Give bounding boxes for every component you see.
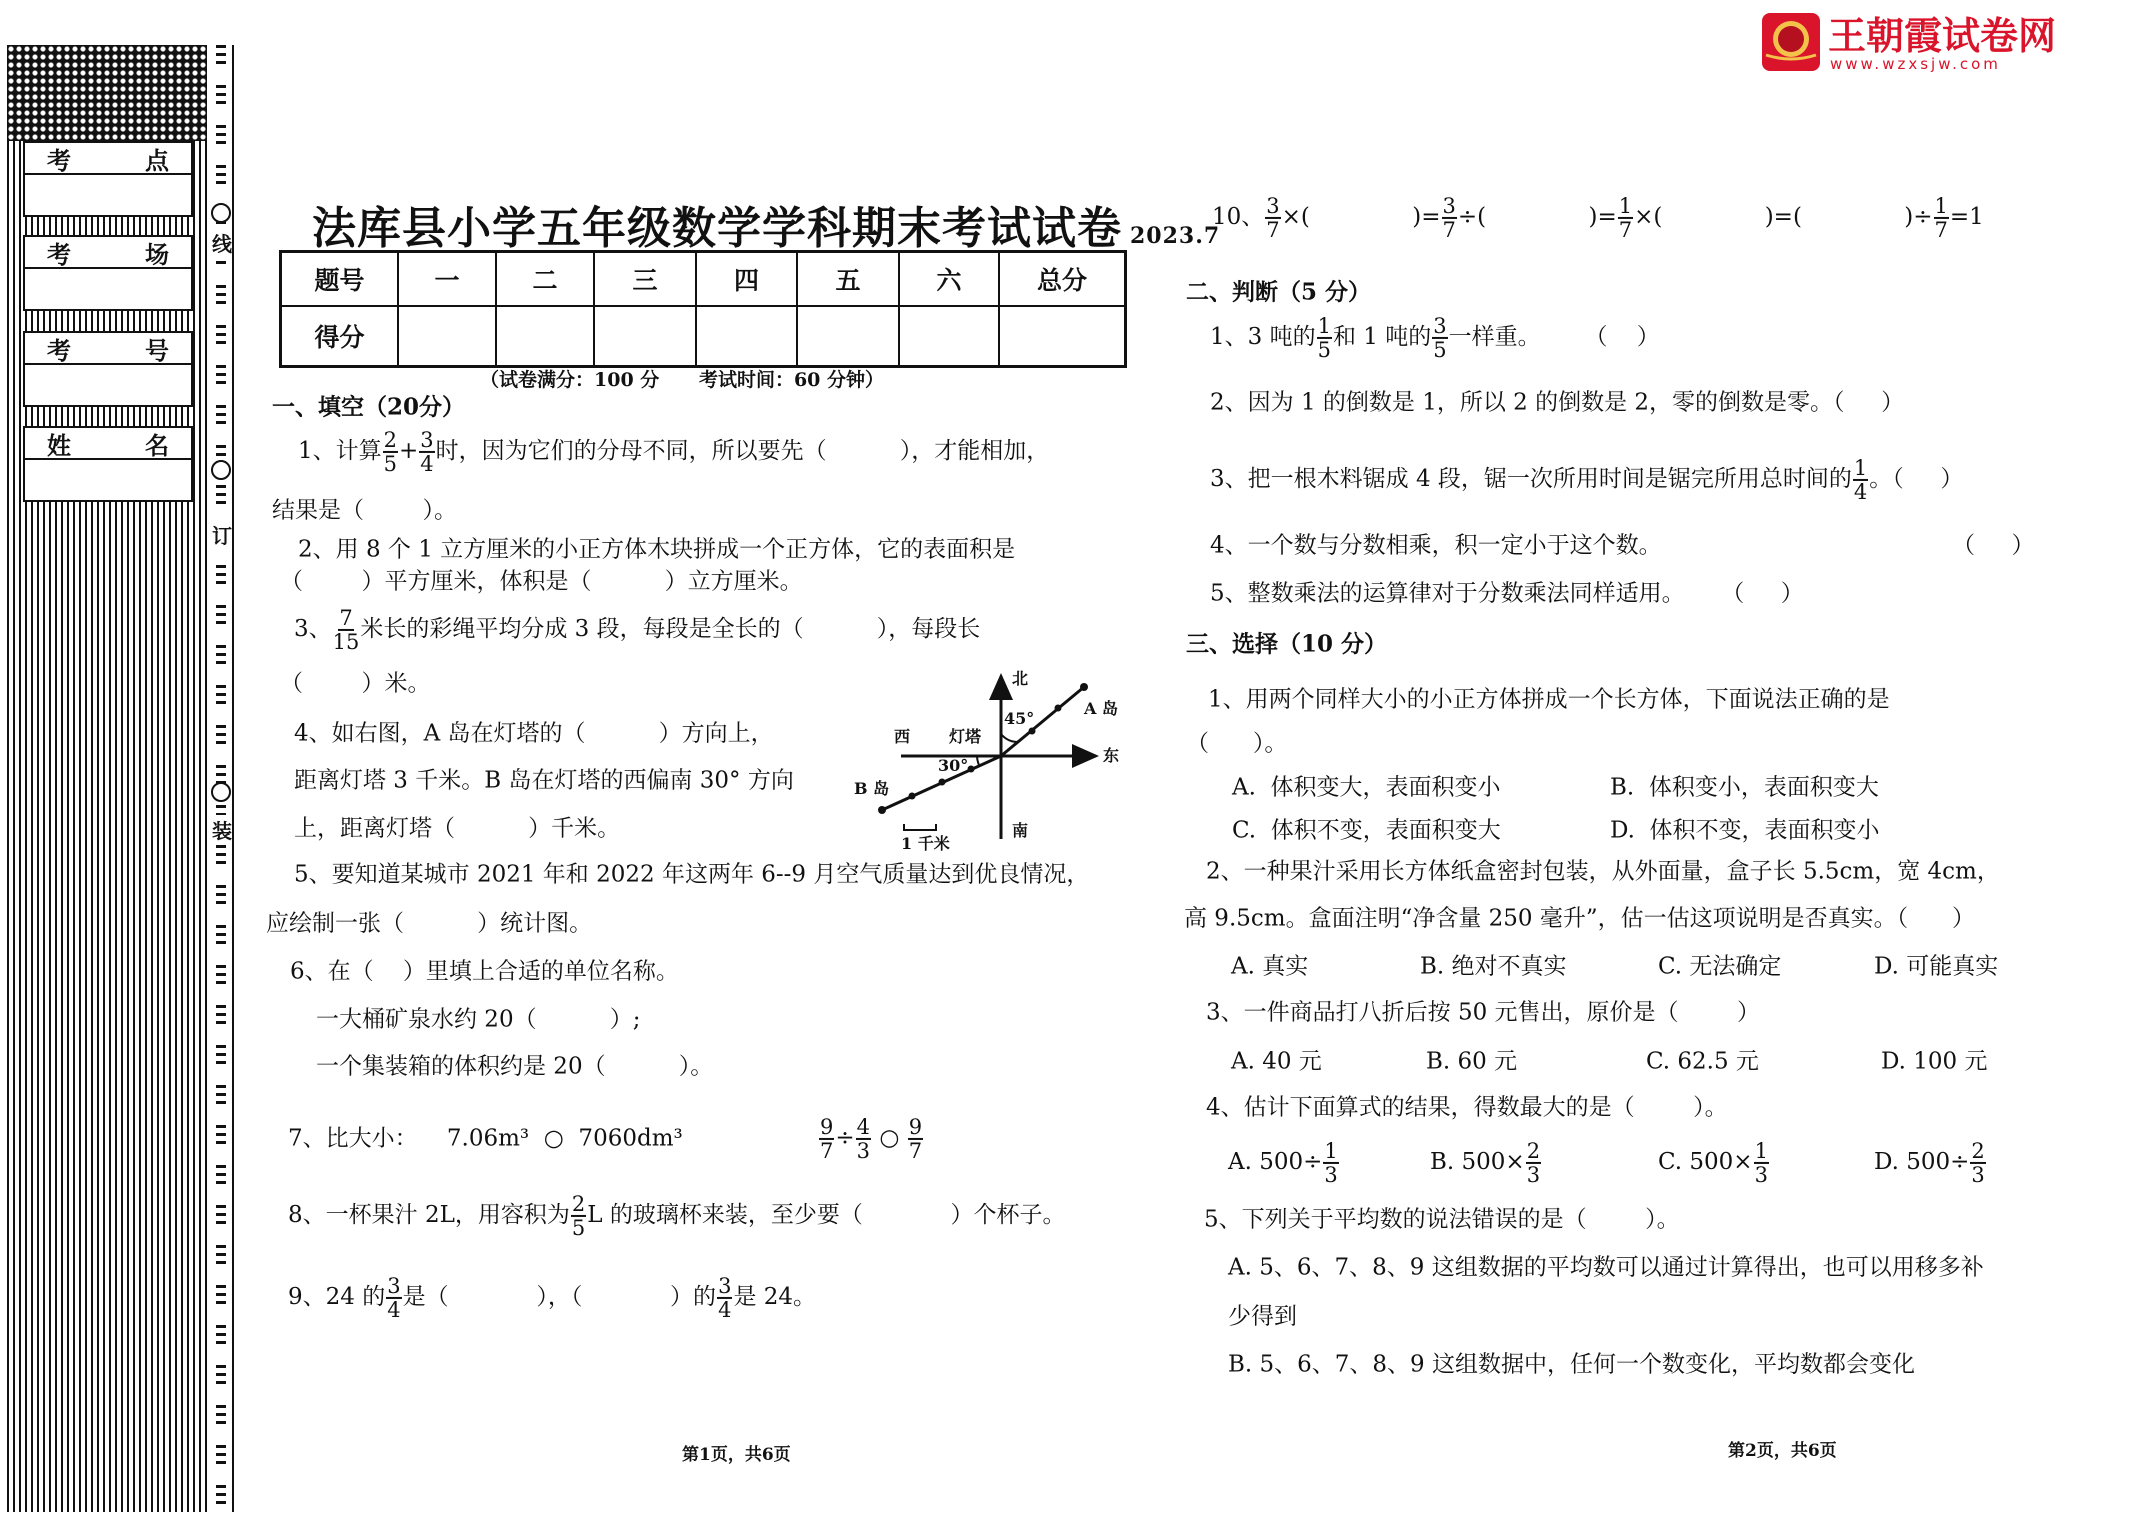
text: 和 1 吨的 — [1332, 324, 1432, 350]
fraction — [1970, 1140, 1985, 1186]
text: =1 — [1949, 204, 1984, 230]
question-line — [1212, 195, 1984, 241]
text: 3、 — [294, 616, 332, 642]
header-cell: 四 — [696, 252, 797, 307]
numerator: 1 — [1934, 193, 1948, 218]
text: 。（ ） — [1869, 466, 1964, 492]
text: ○ — [872, 1125, 907, 1151]
question-line — [1952, 532, 2035, 559]
row-label: 得分 — [281, 306, 399, 367]
question-line — [316, 1006, 641, 1033]
fraction — [717, 1275, 732, 1321]
label-island-a: A 岛 — [1084, 699, 1118, 718]
numerator: 1 — [1853, 455, 1868, 480]
denominator: 7 — [1618, 218, 1633, 242]
text: 上，距离灯塔（ ）千米。 — [294, 815, 621, 842]
text: ×( )= — [1281, 204, 1441, 230]
option — [1426, 1048, 1518, 1075]
fraction — [419, 429, 434, 475]
text: 少得到 — [1228, 1303, 1297, 1330]
option — [1610, 774, 1879, 801]
binding-hole-icon — [211, 203, 231, 223]
text: 3、把一根木料锯成 4 段，锯一次所用时间是锯完所用总时间的 — [1210, 466, 1852, 492]
sidebar-pattern — [7, 45, 207, 141]
denominator: 5 — [571, 1216, 586, 1240]
text: ÷ — [835, 1125, 855, 1151]
text: 4、估计下面算式的结果，得数最大的是（ ）。 — [1206, 1094, 1728, 1121]
text: 是 24。 — [733, 1284, 817, 1310]
label-angle-45: 45° — [1004, 709, 1035, 728]
text: 2、一种果汁采用长方体纸盒密封包装，从外面量，盒子长 5.5cm，宽 4cm， — [1206, 858, 2000, 885]
text: A. 真实 — [1231, 953, 1309, 980]
label: 点 — [145, 145, 169, 175]
option — [1658, 953, 1782, 980]
numerator: 3 — [1266, 193, 1280, 218]
fraction — [1853, 457, 1868, 503]
section-heading: 二、判断（5 分） — [1186, 278, 1372, 306]
text: （ ） — [1952, 532, 2035, 559]
numerator: 7 — [339, 605, 353, 630]
fraction — [383, 429, 398, 475]
text: D. 可能真实 — [1874, 953, 1999, 980]
option — [1610, 817, 1880, 844]
fraction — [1754, 1140, 1769, 1186]
binding-hole-icon — [211, 460, 231, 480]
text: 8、一杯果汁 2L，用容积为 — [288, 1202, 570, 1228]
numerator: 9 — [908, 1114, 923, 1139]
question-line — [1210, 389, 1905, 416]
binding-mark: 订 — [212, 520, 232, 549]
fraction — [1432, 315, 1447, 361]
question-line — [1206, 858, 2000, 885]
text: ÷( )= — [1457, 204, 1617, 230]
page-title — [312, 192, 1220, 256]
label-west: 西 — [894, 727, 911, 746]
numerator: 2 — [1971, 1138, 1985, 1163]
text: 高 9.5cm。盒面注明“净含量 250 毫升”，估一估这项说明是否真实。（ ） — [1184, 905, 1975, 932]
text: C. 62.5 元 — [1646, 1048, 1759, 1075]
denominator: 15 — [332, 630, 360, 654]
label-east: 东 — [1103, 746, 1120, 765]
label: 号 — [145, 335, 169, 365]
question-line — [288, 1193, 1066, 1239]
numerator: 1 — [1754, 1138, 1768, 1163]
denominator: 5 — [1317, 338, 1331, 362]
numerator: 3 — [420, 427, 434, 452]
compass-diagram — [846, 664, 1126, 854]
text: D. 500÷ — [1874, 1149, 1970, 1175]
text: D. 体积不变，表面积变小 — [1610, 817, 1880, 844]
question-line — [1186, 730, 1288, 757]
text: C. 体积不变，表面积变大 — [1232, 817, 1501, 844]
text: 米长的彩绳平均分成 3 段，每段是全长的（ ），每段长 — [360, 616, 981, 642]
score-table — [279, 250, 1127, 368]
text: （ ）。 — [1186, 730, 1288, 757]
fraction — [1323, 1140, 1338, 1186]
fraction — [856, 1116, 871, 1162]
binding-sidebar — [7, 45, 207, 1512]
text: L 的玻璃杯来装，至少要（ ）个杯子。 — [587, 1202, 1066, 1228]
section-heading: 一、填空（20分） — [272, 393, 466, 421]
question-line — [290, 958, 679, 985]
question-line — [818, 1116, 924, 1162]
question-line — [1206, 1094, 1728, 1121]
question-line — [316, 1053, 714, 1080]
question-line — [1204, 1206, 1680, 1233]
text: 距离灯塔 3 千米。B 岛在灯塔的西偏南 30° 方向 — [294, 767, 794, 794]
fraction — [819, 1116, 834, 1162]
question-line — [272, 497, 457, 524]
option — [1228, 1303, 1297, 1330]
header-cell: 五 — [797, 252, 899, 307]
question-line — [288, 1125, 683, 1152]
question-line — [294, 861, 1090, 888]
title-date: 2023.7 — [1130, 223, 1221, 249]
text: 10、 — [1212, 204, 1265, 230]
text: 5、整数乘法的运算律对于分数乘法同样适用。 （ ） — [1210, 580, 1804, 607]
text: D. 100 元 — [1881, 1048, 1988, 1075]
text: 7、比大小： 7.06m³ ○ 7060dm³ — [288, 1125, 683, 1152]
numerator: 1 — [1618, 193, 1633, 218]
text: + — [399, 438, 419, 464]
score-cell[interactable] — [797, 306, 899, 367]
denominator: 4 — [387, 1298, 401, 1322]
numerator: 4 — [856, 1114, 871, 1139]
denominator: 7 — [1934, 218, 1948, 242]
numerator: 3 — [387, 1273, 401, 1298]
question-line — [1206, 999, 1761, 1026]
fraction — [1934, 195, 1949, 241]
label-angle-30: 30° — [938, 756, 969, 775]
option — [1646, 1048, 1759, 1075]
logo-brand-text: 王朝霞试卷网 — [1828, 14, 2057, 58]
option — [1658, 1140, 1770, 1186]
option — [1231, 953, 1309, 980]
header-cell: 一 — [398, 252, 496, 307]
text: 1、计算 — [298, 438, 382, 464]
header-cell: 总分 — [999, 252, 1126, 307]
fraction — [908, 1116, 923, 1162]
field-exam-number[interactable] — [23, 331, 193, 407]
denominator: 4 — [718, 1298, 732, 1322]
denominator: 7 — [1442, 218, 1456, 242]
text: C. 无法确定 — [1658, 953, 1782, 980]
site-logo — [1760, 11, 2070, 73]
option — [1874, 953, 1999, 980]
option — [1874, 1140, 1987, 1186]
page-number: 第2页，共6页 — [1728, 1441, 1837, 1461]
text: A. 体积变大，表面积变小 — [1232, 774, 1501, 801]
score-cell[interactable] — [496, 306, 594, 367]
question-line — [294, 607, 980, 653]
numerator: 3 — [1442, 193, 1456, 218]
logo-url-text: www.wzxsjw.com — [1830, 55, 2001, 73]
fraction — [333, 607, 360, 653]
question-line — [298, 536, 1016, 563]
binding-mark: 装 — [212, 815, 232, 844]
option — [1881, 1048, 1988, 1075]
text: 4、如右图，A 岛在灯塔的（ ）方向上， — [294, 720, 774, 747]
question-line — [266, 910, 593, 937]
question-line — [294, 720, 774, 747]
header-cell: 二 — [496, 252, 594, 307]
option — [1420, 953, 1567, 980]
text: 1、3 吨的 — [1210, 324, 1316, 350]
text: 结果是（ ）。 — [272, 497, 457, 524]
text: 3、一件商品打八折后按 50 元售出，原价是（ ） — [1206, 999, 1761, 1026]
denominator: 7 — [1266, 218, 1280, 242]
option — [1430, 1140, 1542, 1186]
option — [1228, 1140, 1340, 1186]
text: （ ）平方厘米，体积是（ ）立方厘米。 — [280, 568, 803, 595]
fraction — [1526, 1140, 1541, 1186]
text: B. 绝对不真实 — [1420, 953, 1567, 980]
denominator: 7 — [908, 1139, 923, 1163]
field-exam-room[interactable] — [23, 235, 193, 311]
section-heading: 三、选择（10 分） — [1186, 630, 1388, 658]
text: A. 40 元 — [1231, 1048, 1322, 1075]
text: （ ）米。 — [280, 670, 431, 697]
denominator: 3 — [856, 1139, 871, 1163]
text: A. 500÷ — [1228, 1149, 1323, 1175]
numerator: 9 — [820, 1114, 834, 1139]
text: ×( )=( )÷ — [1634, 204, 1933, 230]
header-cell: 六 — [899, 252, 999, 307]
question-line — [1210, 315, 1660, 361]
text: 5、下列关于平均数的说法错误的是（ ）。 — [1204, 1206, 1680, 1233]
denominator: 3 — [1324, 1163, 1338, 1187]
score-cell[interactable] — [398, 306, 496, 367]
text: B. 体积变小，表面积变大 — [1610, 774, 1879, 801]
fraction — [1265, 195, 1280, 241]
denominator: 3 — [1971, 1163, 1985, 1187]
text: A. 5、6、7、8、9 这组数据的平均数可以通过计算得出，也可以用移多补 — [1228, 1254, 1984, 1281]
option — [1228, 1254, 1984, 1281]
score-cell[interactable] — [899, 306, 999, 367]
text: 9、24 的 — [288, 1284, 386, 1310]
option — [1231, 1048, 1322, 1075]
label-south: 南 — [1012, 821, 1029, 840]
denominator: 3 — [1526, 1163, 1541, 1187]
text: B. 5、6、7、8、9 这组数据中，任何一个数变化，平均数都会变化 — [1228, 1351, 1916, 1378]
text: 一个集装箱的体积约是 20（ ）。 — [316, 1053, 714, 1080]
label-scale: 1 千米 — [901, 834, 950, 853]
denominator: 3 — [1754, 1163, 1768, 1187]
label: 姓 — [47, 430, 71, 460]
field-exam-site[interactable] — [23, 141, 193, 217]
header-cell: 三 — [594, 252, 696, 307]
fraction — [571, 1193, 586, 1239]
text: B. 60 元 — [1426, 1048, 1518, 1075]
denominator: 4 — [1853, 480, 1868, 504]
score-cell[interactable] — [696, 306, 797, 367]
denominator: 4 — [420, 452, 434, 476]
score-row — [281, 306, 1126, 367]
question-line — [1210, 532, 1662, 559]
text: 应绘制一张（ ）统计图。 — [266, 910, 593, 937]
numerator: 1 — [1324, 1138, 1338, 1163]
text: 4、一个数与分数相乘，积一定小于这个数。 — [1210, 532, 1662, 559]
text: 1、用两个同样大小的小正方体拼成一个长方体，下面说法正确的是 — [1208, 686, 1890, 713]
header-cell: 题号 — [281, 252, 399, 307]
score-cell[interactable] — [999, 306, 1126, 367]
question-line — [1208, 686, 1890, 713]
binding-hole-icon — [211, 782, 231, 802]
fraction — [1442, 195, 1457, 241]
option — [1232, 774, 1501, 801]
label: 考 — [47, 239, 71, 269]
label: 场 — [145, 239, 169, 269]
option — [1228, 1351, 1916, 1378]
text: 一样重。 （ ） — [1448, 324, 1660, 350]
score-header-row — [281, 252, 1126, 307]
question-line — [288, 1275, 816, 1321]
text: 时，因为它们的分母不同，所以要先（ ），才能相加， — [435, 438, 1050, 464]
numerator: 3 — [1433, 313, 1447, 338]
text: 6、在（ ）里填上合适的单位名称。 — [290, 958, 679, 985]
title-main: 法库县小学五年级数学学科期末考试试卷 — [312, 203, 1122, 254]
fraction — [386, 1275, 401, 1321]
binding-mark: 线 — [212, 228, 232, 257]
label-island-b: B 岛 — [854, 779, 890, 798]
label-north: 北 — [1012, 669, 1029, 688]
text: 2、因为 1 的倒数是 1，所以 2 的倒数是 2，零的倒数是零。（ ） — [1210, 389, 1905, 416]
label-tower: 灯塔 — [949, 727, 982, 746]
numerator: 2 — [1526, 1138, 1541, 1163]
exam-info: （试卷满分：100 分 考试时间：60 分钟） — [480, 369, 885, 391]
question-line — [280, 568, 803, 595]
numerator: 2 — [571, 1191, 586, 1216]
question-line — [298, 429, 1049, 475]
question-line — [280, 670, 431, 697]
score-cell[interactable] — [594, 306, 696, 367]
text: 是（ ），（ ）的 — [402, 1284, 717, 1310]
question-line — [1184, 905, 1975, 932]
text: 一大桶矿泉水约 20（ ）; — [316, 1006, 641, 1033]
text: B. 500× — [1430, 1149, 1525, 1175]
binding-line — [232, 45, 234, 1512]
numerator: 1 — [1317, 313, 1331, 338]
question-line — [1210, 457, 1963, 503]
question-line — [294, 767, 794, 794]
label: 考 — [47, 145, 71, 175]
fraction — [1317, 315, 1332, 361]
fraction — [1618, 195, 1633, 241]
question-line — [294, 815, 621, 842]
binding-dotted-line — [216, 45, 226, 1512]
numerator: 2 — [383, 427, 398, 452]
field-name[interactable] — [23, 426, 193, 502]
question-line — [1210, 580, 1804, 607]
text: C. 500× — [1658, 1149, 1753, 1175]
label: 名 — [145, 430, 169, 460]
label: 考 — [47, 335, 71, 365]
page-number: 第1页，共6页 — [682, 1445, 791, 1465]
option — [1232, 817, 1501, 844]
denominator: 7 — [820, 1139, 834, 1163]
denominator: 5 — [383, 452, 398, 476]
text: 5、要知道某城市 2021 年和 2022 年这两年 6--9 月空气质量达到优良情况， — [294, 861, 1090, 888]
text: 2、用 8 个 1 立方厘米的小正方体木块拼成一个正方体，它的表面积是 — [298, 536, 1016, 563]
denominator: 5 — [1433, 338, 1447, 362]
numerator: 3 — [718, 1273, 732, 1298]
